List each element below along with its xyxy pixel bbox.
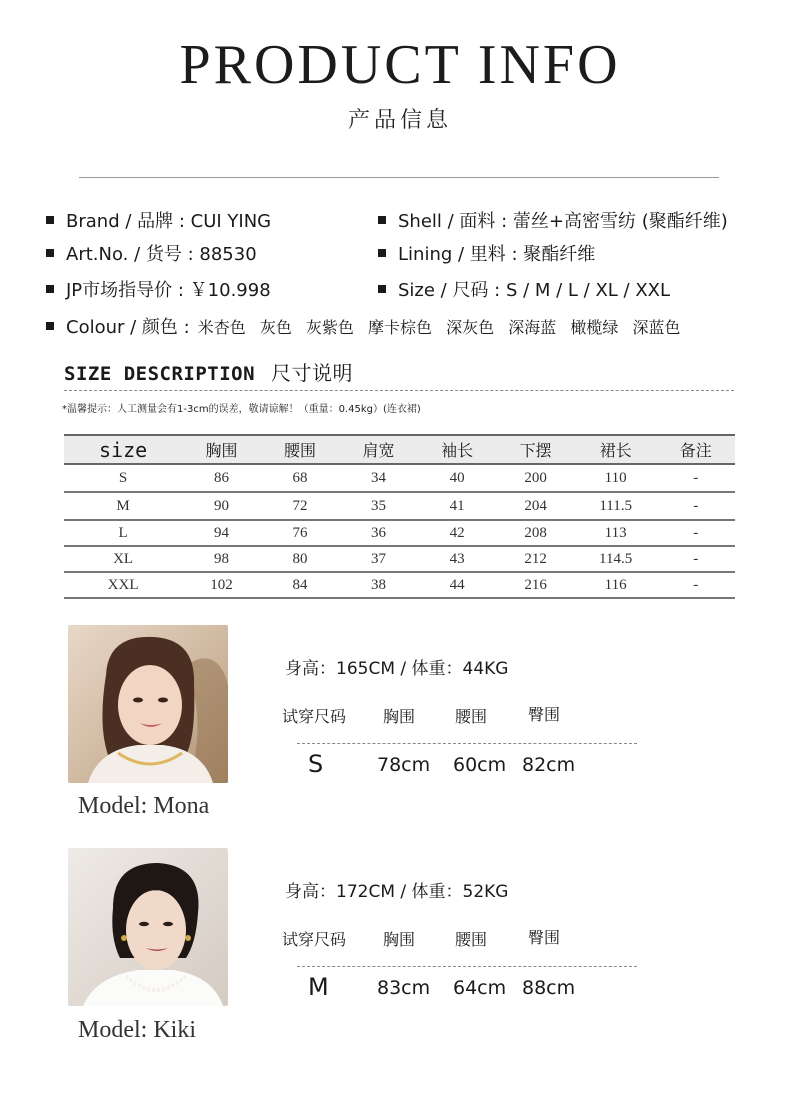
hip-header: 臀围 (528, 705, 561, 724)
measurement-tip: *温馨提示：人工测量会有1-3cm的误差，敬请谅解！（重量：0.45kg）(连衣裙) (62, 404, 421, 415)
table-cell: - (656, 572, 735, 598)
info-lining-text: Lining / 里料 : 聚酯纤维 (398, 244, 596, 265)
info-size (378, 276, 670, 302)
info-shell (378, 207, 728, 233)
table-cell: 44 (418, 572, 497, 598)
bullet-icon (46, 322, 54, 330)
model-photo-kiki (68, 848, 228, 1006)
table-cell: 76 (261, 520, 340, 546)
info-shell-text: Shell / 面料 : 蕾丝+高密雪纺 (聚酯纤维) (398, 211, 728, 232)
colour-item: 摩卡棕色 (368, 317, 433, 337)
fit-size-header: 试穿尺码 (282, 707, 347, 726)
waist-value: 64cm (453, 977, 507, 999)
table-cell: 35 (339, 492, 418, 520)
info-colour (46, 313, 689, 339)
table-cell: - (656, 464, 735, 492)
divider (79, 177, 719, 178)
table-cell: 36 (339, 520, 418, 546)
table-cell: 41 (418, 492, 497, 520)
table-cell: 110 (575, 464, 656, 492)
table-row (64, 520, 735, 546)
table-cell: 208 (496, 520, 575, 546)
column-header: size (64, 435, 182, 464)
colour-item: 深蓝色 (632, 317, 681, 337)
divider (64, 390, 734, 391)
info-price-text: JP市场指导价 : ￥10.998 (66, 280, 271, 301)
bullet-icon (378, 285, 386, 293)
size-table (64, 434, 735, 599)
table-cell: 80 (261, 546, 340, 572)
info-lining (378, 240, 595, 266)
table-cell: 38 (339, 572, 418, 598)
table-cell: 43 (418, 546, 497, 572)
hip-header: 臀围 (528, 928, 561, 947)
size-heading-en: SIZE DESCRIPTION (64, 363, 256, 385)
waist-header: 腰围 (455, 707, 488, 726)
colour-item: 深灰色 (446, 317, 495, 337)
fit-size-value: S (308, 750, 324, 778)
table-row (64, 464, 735, 492)
table-cell: 84 (261, 572, 340, 598)
waist-value: 60cm (453, 754, 507, 776)
table-cell: 86 (182, 464, 261, 492)
table-cell: 114.5 (575, 546, 656, 572)
bust-header: 胸围 (383, 930, 416, 949)
column-header: 肩宽 (339, 435, 418, 464)
table-cell: 72 (261, 492, 340, 520)
fit-size-value: M (308, 973, 329, 1001)
column-header: 袖长 (418, 435, 497, 464)
table-cell: 98 (182, 546, 261, 572)
fit-size-header: 试穿尺码 (282, 930, 347, 949)
bullet-icon (378, 216, 386, 224)
column-header: 胸围 (182, 435, 261, 464)
bust-value: 78cm (377, 754, 431, 776)
colour-item: 灰紫色 (305, 317, 354, 337)
page-subtitle: 产品信息 (347, 108, 452, 133)
table-cell: 111.5 (575, 492, 656, 520)
table-cell: 113 (575, 520, 656, 546)
info-brand (46, 207, 271, 233)
hip-value: 82cm (522, 754, 576, 776)
table-row (64, 546, 735, 572)
info-colour-label: Colour / 颜色 : (66, 317, 190, 338)
table-cell: XXL (64, 572, 182, 598)
waist-header: 腰围 (455, 930, 488, 949)
table-cell: M (64, 492, 182, 520)
column-header: 裙长 (575, 435, 656, 464)
bullet-icon (46, 216, 54, 224)
model-stats: 身高：165CM / 体重：44KG (285, 659, 509, 679)
model-name: Model: Kiki (78, 1017, 196, 1043)
table-cell: 94 (182, 520, 261, 546)
info-brand-text: Brand / 品牌 : CUI YING (66, 211, 272, 232)
bust-header: 胸围 (383, 707, 416, 726)
divider (297, 966, 637, 967)
page-title: PRODUCT INFO (179, 34, 621, 96)
size-section-heading (64, 357, 353, 386)
colour-item: 灰色 (259, 317, 292, 337)
table-cell: 90 (182, 492, 261, 520)
table-cell: XL (64, 546, 182, 572)
table-cell: 116 (575, 572, 656, 598)
table-header-row (64, 435, 735, 464)
model-name: Model: Mona (78, 793, 210, 819)
table-row (64, 492, 735, 520)
table-cell: 200 (496, 464, 575, 492)
info-art-no (46, 240, 257, 266)
table-cell: - (656, 492, 735, 520)
column-header: 腰围 (261, 435, 340, 464)
size-heading-cn: 尺寸说明 (270, 361, 353, 385)
table-cell: - (656, 546, 735, 572)
table-row (64, 572, 735, 598)
divider (297, 743, 637, 744)
info-price (46, 276, 271, 302)
info-art-no-text: Art.No. / 货号 : 88530 (66, 244, 257, 265)
table-cell: 68 (261, 464, 340, 492)
model-photo-mona (68, 625, 228, 783)
table-cell: L (64, 520, 182, 546)
colour-item: 米杏色 (197, 317, 246, 337)
bullet-icon (378, 249, 386, 257)
colour-item: 橄榄绿 (570, 317, 619, 337)
table-cell: 40 (418, 464, 497, 492)
bullet-icon (46, 285, 54, 293)
table-cell: - (656, 520, 735, 546)
table-cell: 216 (496, 572, 575, 598)
bust-value: 83cm (377, 977, 431, 999)
column-header: 下摆 (496, 435, 575, 464)
table-cell: 204 (496, 492, 575, 520)
table-cell: 102 (182, 572, 261, 598)
column-header: 备注 (656, 435, 735, 464)
hip-value: 88cm (522, 977, 576, 999)
bullet-icon (46, 249, 54, 257)
table-cell: 42 (418, 520, 497, 546)
colour-list (198, 315, 690, 338)
table-cell: 212 (496, 546, 575, 572)
model-stats: 身高：172CM / 体重：52KG (285, 882, 509, 902)
table-cell: 37 (339, 546, 418, 572)
table-cell: S (64, 464, 182, 492)
info-size-text: Size / 尺码 : S / M / L / XL / XXL (398, 280, 671, 301)
table-cell: 34 (339, 464, 418, 492)
colour-item: 深海蓝 (508, 317, 557, 337)
